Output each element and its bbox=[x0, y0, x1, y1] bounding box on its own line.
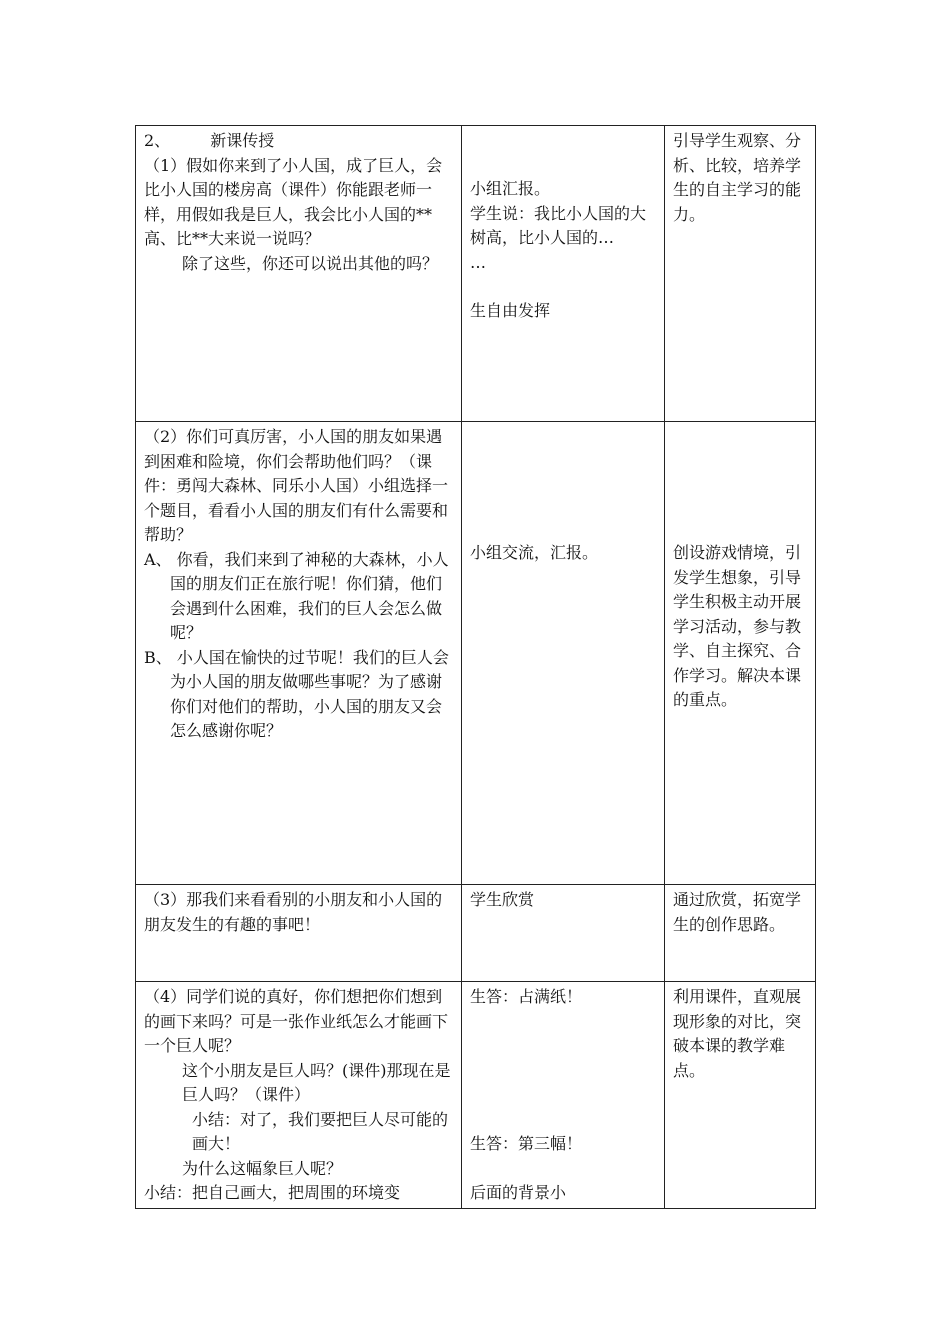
intent-text: 创设游戏情境，引发学生想象，引导学生积极主动开展学习活动，参与教学、自主探究、合作学习。解决本课的重点。 bbox=[673, 543, 802, 709]
student-text: … bbox=[470, 252, 486, 272]
design-intent-cell bbox=[665, 422, 816, 885]
paragraph: （4）同学们说的真好，你们想把你们想到的画下来吗？可是一张作业纸怎么才能画下一个巨人呢？ bbox=[144, 987, 449, 1055]
student-activity-cell bbox=[462, 422, 665, 885]
table-row bbox=[136, 885, 816, 982]
intent-text: 引导学生观察、分析、比较，培养学生的自主学习的能力。 bbox=[673, 131, 802, 224]
paragraph: （1）假如你来到了小人国，成了巨人，会比小人国的楼房高（课件）你能跟老师一样，用假如我是巨人，我会比小人国的**高、比**大来说一说吗？ bbox=[144, 155, 443, 248]
student-activity-cell bbox=[462, 982, 665, 1209]
design-intent-cell bbox=[665, 885, 816, 982]
paragraph: 除了这些，你还可以说出其他的吗？ bbox=[182, 253, 439, 273]
design-intent-cell bbox=[665, 126, 816, 422]
table-row bbox=[136, 982, 816, 1209]
student-activity-cell bbox=[462, 126, 665, 422]
section-heading: 2、 新课传授 bbox=[144, 131, 275, 150]
teacher-activity-cell bbox=[136, 982, 462, 1209]
student-text: 学生说：我比小人国的大树高，比小人国的… bbox=[470, 203, 647, 247]
student-text: 小组交流，汇报。 bbox=[470, 543, 599, 562]
option-b: B、 小人国在愉快的过节呢！我们的巨人会为小人国的朋友做哪些事呢？为了感谢你们对他们的帮助，小人国的朋友又会怎么感谢你呢？ bbox=[144, 647, 449, 740]
student-text: 学生欣赏 bbox=[470, 890, 535, 909]
paragraph: 这个小朋友是巨人吗？(课件)那现在是巨人吗？（课件） bbox=[182, 1060, 451, 1104]
student-text: 生自由发挥 bbox=[470, 301, 551, 320]
teacher-activity-cell bbox=[136, 885, 462, 982]
table-row bbox=[136, 422, 816, 885]
student-text: 生答：第三幅！ bbox=[470, 1133, 583, 1153]
table-row bbox=[136, 126, 816, 422]
teacher-activity-cell bbox=[136, 126, 462, 422]
student-text: 生答：占满纸！ bbox=[470, 987, 583, 1006]
teacher-activity-cell bbox=[136, 422, 462, 885]
paragraph: （2）你们可真厉害，小人国的朋友如果遇到困难和险境，你们会帮助他们吗？（课件：勇闯大森林、同乐小人国）小组选择一个题目，看看小人国的朋友们有什么需要和帮助？ bbox=[144, 427, 449, 544]
paragraph: （3）那我们来看看别的小朋友和小人国的朋友发生的有趣的事吧！ bbox=[144, 890, 443, 934]
intent-text: 通过欣赏，拓宽学生的创作思路。 bbox=[673, 890, 802, 934]
student-activity-cell bbox=[462, 885, 665, 982]
lesson-plan-table bbox=[135, 125, 816, 1209]
paragraph: 小结：对了，我们要把巨人尽可能的画大！ bbox=[192, 1109, 449, 1153]
student-text: 小组汇报。 bbox=[470, 179, 551, 198]
intent-text: 利用课件，直观展现形象的对比，突破本课的教学难点。 bbox=[673, 987, 802, 1080]
option-a: A、 你看，我们来到了神秘的大森林，小人国的朋友们正在旅行呢！你们猜，他们会遇到什么困难，我们的巨人会怎么做呢？ bbox=[144, 549, 449, 642]
design-intent-cell bbox=[665, 982, 816, 1209]
paragraph: 为什么这幅象巨人呢？ bbox=[182, 1158, 343, 1178]
student-text: 后面的背景小 bbox=[470, 1183, 567, 1202]
paragraph: 小结：把自己画大，把周围的环境变 bbox=[144, 1183, 401, 1202]
